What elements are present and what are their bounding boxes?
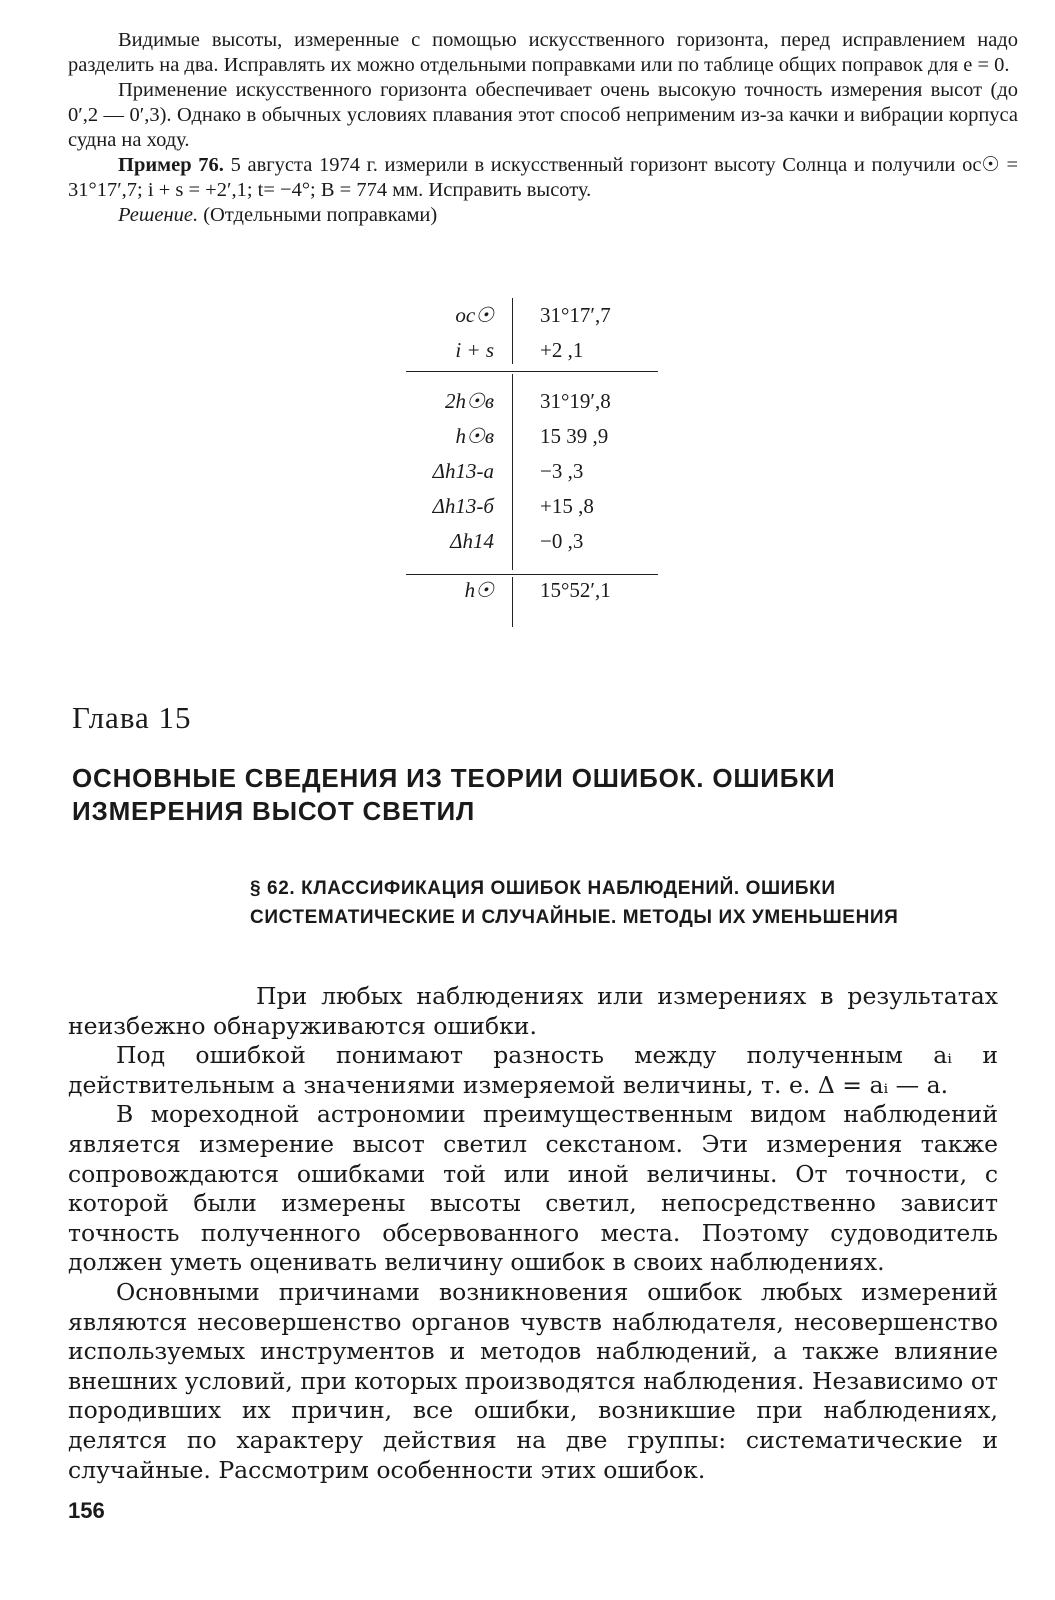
row-label: i + s xyxy=(455,338,494,362)
table-row xyxy=(406,333,658,368)
solution-text: (Отдельными поправками) xyxy=(198,204,438,226)
body-paragraph: Под ошибкой понимают разность между полученным aᵢ и действительным a значениями измеряемой величины, т. е. Δ = aᵢ — a. xyxy=(68,1041,998,1099)
row-label: Δh13-а xyxy=(432,459,494,483)
table-vertical-rule xyxy=(512,298,513,364)
top-text-block xyxy=(68,28,1018,228)
example-label: Пример 76. xyxy=(118,154,224,176)
table-row xyxy=(406,419,658,454)
chapter-title: ОСНОВНЫЕ СВЕДЕНИЯ ИЗ ТЕОРИИ ОШИБОК. ОШИБКИ ИЗМЕРЕНИЯ ВЫСОТ СВЕТИЛ xyxy=(72,763,836,826)
section-heading: § 62. КЛАССИФИКАЦИЯ ОШИБОК НАБЛЮДЕНИЙ. ОШИБКИ СИСТЕМАТИЧЕСКИЕ И СЛУЧАЙНЫЕ. МЕТОДЫ ИХ УМЕНЬШЕНИЯ xyxy=(250,878,899,928)
result-label: h☉ xyxy=(464,578,494,602)
row-value: −0 ,3 xyxy=(540,529,584,553)
example-76 xyxy=(68,153,1018,203)
example-text: 5 августа 1974 г. измерили в искусственный горизонт высоту Солнца и получили oc☉ = 31°17′,7; i + s = +2′,1; t= −4°; B = 774 мм. Исправить высоту. xyxy=(68,154,1019,201)
page-number: 156 xyxy=(68,1498,105,1523)
row-value: 15 39 ,9 xyxy=(540,424,609,448)
row-value: −3 ,3 xyxy=(540,459,584,483)
body-paragraph: При любых наблюдениях или измерениях в результатах неизбежно обнаруживаются ошибки. xyxy=(68,982,998,1040)
row-label: h☉в xyxy=(455,424,494,448)
table-row xyxy=(406,489,658,524)
paragraph-artificial-horizon-2: Применение искусственного горизонта обеспечивает очень высокую точность измерения высот (до 0′,2 — 0′,3). Однако в обычных условиях плавания этот способ неприменим из-за качки и вибрации корпуса судна на ходу. xyxy=(68,79,1018,151)
table-horizontal-rule xyxy=(406,574,658,575)
row-label: 2h☉в xyxy=(445,389,494,413)
table-vertical-rule xyxy=(512,577,513,627)
solution-line xyxy=(68,203,1018,228)
result-value: 15°52′,1 xyxy=(540,578,611,602)
body-paragraph: В мореходной астрономии преимущественным видом наблюдений является измерение высот светил секстаном. Эти измерения также сопровождаются ошибками той или иной величины. От точности, с которой были измерены высоты светил, непосредственно зависит точность полученного обсервованного места. Поэтому судоводитель должен уметь оценивать величину ошибок в своих наблюдениях. xyxy=(68,1100,998,1277)
row-label: oc☉ xyxy=(455,303,494,327)
paragraph-artificial-horizon-1: Видимые высоты, измеренные с помощью искусственного горизонта, перед исправлением надо разделить на два. Исправлять их можно отдельными поправками или по таблице общих поправок для e = 0. xyxy=(68,29,1018,76)
row-value: 31°19′,8 xyxy=(540,389,611,413)
row-value: +2 ,1 xyxy=(540,338,584,362)
solution-label: Решение. xyxy=(118,204,199,226)
calculation-table xyxy=(406,298,658,608)
row-value: +15 ,8 xyxy=(540,494,594,518)
table-vertical-rule xyxy=(512,374,513,570)
body-paragraph: Основными причинами возникновения ошибок любых измерений являются несовершенство органов чувств наблюдателя, несовершенство используемых инструментов и методов наблюдений, а также влияние внешних условий, при которых производятся наблюдения. Независимо от породивших их причин, все ошибки, возникшие при наблюдениях, делятся по характеру действия на две группы: систематические и случайные. Рассмотрим особенности этих ошибок. xyxy=(68,1277,998,1484)
row-value: 31°17′,7 xyxy=(540,303,611,327)
table-horizontal-rule xyxy=(406,371,658,372)
table-row xyxy=(406,524,658,559)
row-label: Δh13-б xyxy=(432,494,494,518)
table-row xyxy=(406,454,658,489)
table-row xyxy=(406,384,658,419)
body-text xyxy=(68,982,998,1485)
chapter-heading: Глава 15 xyxy=(72,700,192,735)
table-result-row xyxy=(406,573,658,608)
table-row xyxy=(406,298,658,333)
row-label: Δh14 xyxy=(450,529,494,553)
